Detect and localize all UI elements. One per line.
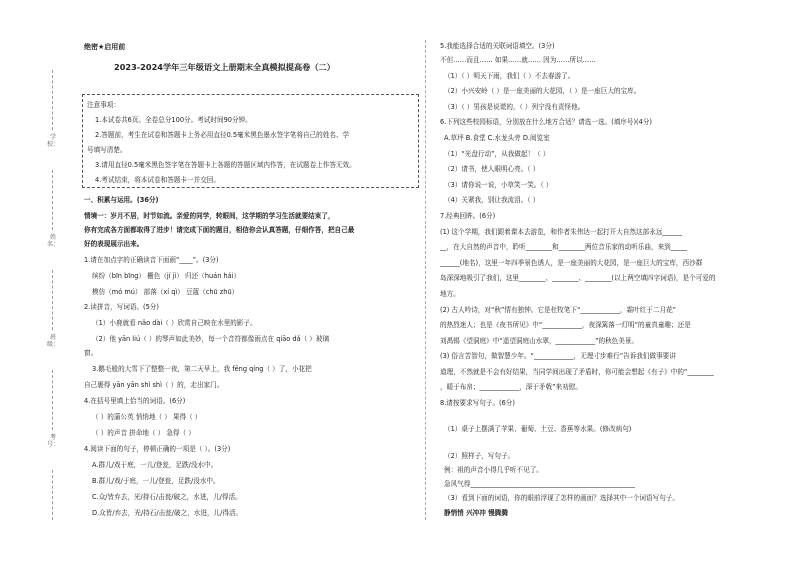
exam-title: 2023-2024学年三年级语文上册期末全真模拟提高卷（二）: [114, 63, 335, 71]
question-line: 例：祖的声音小得几乎听不见了。: [444, 466, 543, 474]
gutter-label-exam-no: 考号：: [46, 434, 59, 448]
notice-heading: 注意事项：: [87, 101, 120, 109]
question-line: ______(地名)，这里一年四季景色诱人，是一座美丽的大花园，是一座巨大的宝库，西沙群: [440, 259, 703, 267]
question-line: 自己裹得 yān yān shì shì（ ）的，走出家门。: [84, 381, 224, 389]
question-line: （3）请你说一说，小草笑一笑。（ ）: [444, 181, 553, 189]
question-line: 刘禹锡《望洞庭》中“遥望洞庭山水翠，____________”的秋色美景。: [440, 337, 639, 345]
question-line: 8.请按要求写句子。(6分): [440, 399, 515, 407]
question-line: 窗。: [84, 349, 98, 357]
notice-item: 4.考试结束，将本试卷和答题卡一并交回。: [95, 176, 220, 184]
question-line: 1.请在加点字的正确读音下面画“____”。(3分): [84, 256, 219, 264]
question-line: （ ）的声音 拼命地（ ） 急得（ ）: [92, 429, 195, 437]
question-line: （ ）的蒲公英 悄悄地（ ） 果得（ ）: [92, 413, 202, 421]
notice-item: 1.本试卷共6页。全卷总分100分。考试时间90分钟。: [95, 116, 252, 124]
question-line: 模仿（mó mú） 部落（xí qì） 豆蔻（chū zhū）: [92, 288, 239, 296]
intro-line: 好的表现展示出来。: [84, 240, 144, 248]
question-line: (1) 这个学期，我们跟着课本去游览，和作者朱伟达一起打开大自然这部永远______: [440, 228, 683, 236]
question-line: （2）小兴安岭（ ）是一座美丽的大花园，（ ）是一座巨大的宝库。: [444, 87, 641, 95]
answer-line[interactable]: 急风气得__________________________________________________: [444, 480, 636, 488]
question-line: 4.在括号里填上恰当的词语。(6分): [84, 397, 186, 405]
gutter-label-name: 姓名：: [46, 234, 59, 248]
question-line: （1）（ ）明天下雨，我们（ ）不去春游了。: [444, 72, 575, 80]
notice-item: 3.请用直径0.5毫米黑色签字笔在答题卡上各题的答题区域内作答，在试题卷上作答无效。: [95, 161, 356, 169]
option-line: C.众/皆弃去，光/持石/击瓮/破之，水迸，儿/得活。: [92, 493, 242, 501]
question-line: 7.经典回眸。(6分): [440, 212, 496, 220]
question-line: 3.鹅毛般的大雪下了整整一夜，第二天早上，我 fēng qíng（ ）了，小花把: [92, 365, 312, 373]
intro-line: 你有完成各方面都取得了进步！请完成下面的题目，相信你会认真答题，仔细作答，把自己最: [84, 226, 355, 234]
question-line: 的热烈迷人；也是《夜书所见》中“____________，夜深篱落一灯明”的童真童趣；还是: [440, 321, 691, 329]
question-line: （2）请书，使人眼明心亮。（ ）: [444, 165, 540, 173]
question-line: (2) 古人吟诗，对“秋”情有独钟。它是杜牧笔下“____________，霜叶红于二月花”: [440, 306, 677, 314]
question-line: 6.下列这些校园标语，分别放在什么地方合适？请选一选。(填序号)(4分): [440, 118, 652, 126]
question-line: 地方。: [440, 290, 460, 298]
question-line: __，在大自然的声音中，聆听________和________两位音乐家的动听乐曲，来到_____: [440, 243, 688, 251]
question-line: A.草坪 B.食堂 C.水龙头旁 D.阅览室: [444, 134, 550, 142]
option-line: A.群儿/戏于庭，一儿/登瓮，足跌/没水中。: [92, 461, 218, 469]
binding-gutter: [46, 70, 60, 520]
question-line: (3) 俗言苦智句，做智慧少年。“____________，无理寸步难行”告诉我们做事要讲: [440, 352, 676, 360]
question-line: 4.阅读下面的句子，停顿正确的一项是（ ）。(3分): [84, 445, 231, 453]
secret-mark: 绝密★启用前: [84, 43, 126, 51]
notice-box: [82, 94, 419, 188]
question-line: （3）看到下面的词语，你的眼前浮现了怎样的画面？选择其中一个词语写句子。: [444, 494, 679, 502]
question-line: （1）小鹿就看 nǎo dài（ ）欣赏自己映在水里的影子。: [92, 319, 257, 327]
notice-item: 号填写清楚。: [87, 146, 127, 154]
question-line: 道理，不然就是不会有好结果，当同学间出现了矛盾时，你可能会想起《有子》中的“________: [440, 368, 714, 376]
question-line: （2）照样子，写句子。: [444, 452, 515, 460]
question-line: 缤纷（bīn bīng） 栅色（jí jì） 归还（huán hái）: [92, 272, 241, 280]
question-line: 岛深深地吸引了我们，这里________、________、________(以上两空填四字词语)，是个可爱的: [440, 274, 716, 282]
question-line: （3）（ ）男孩是说谎的，（ ）列宁没有责怪他。: [444, 103, 585, 111]
question-line: 不但……而且…… 如果……就…… 因为……所以……: [440, 56, 596, 64]
section-heading: 一、积累与运用。(36分): [84, 196, 159, 204]
question-line: （4）关紧我，别让我流泪。（ ）: [444, 196, 540, 204]
intro-line: 情境一：岁月不居，时节如流。亲爱的同学，转眼间，这学期的学习生活就要结束了，: [84, 212, 335, 220]
question-line: （2）他 yān liú（ ）的琴声如此美妙，每一个音符都像雨点在 qiāo dǎ（ ）玻璃: [92, 335, 330, 343]
gutter-label-school: 学校：: [46, 134, 59, 148]
question-line: （1）桌子上摆满了苹果、葡萄、土豆、香蕉等水果。(修改病句): [444, 425, 632, 433]
gutter-label-class: 班级：: [46, 334, 59, 348]
option-line: D.众皆/弃去，光/持石/击瓮/破之，水迸，儿/得活。: [92, 509, 243, 517]
column-divider: [425, 40, 426, 520]
question-line: 2.读拼音，写词语。(5分): [84, 303, 159, 311]
word-options: 静悄悄 兴冲冲 慢腾腾: [444, 509, 508, 517]
question-line: ，暖于布帛；____________，深于矛戟”来劝慰。: [440, 383, 582, 391]
question-line: 5.我能选择合适的关联词语填空。(3分): [440, 42, 555, 50]
notice-item: 2.答题前，考生在试卷和答题卡上务必用直径0.5毫米黑色墨水签字笔将自己的姓名、学: [95, 131, 350, 139]
option-line: B.群儿/戏/于庭，一儿/登瓮，足跌/没水中。: [92, 477, 220, 485]
question-line: （1）“光盘行动”，从我做起！（ ）: [444, 150, 550, 158]
